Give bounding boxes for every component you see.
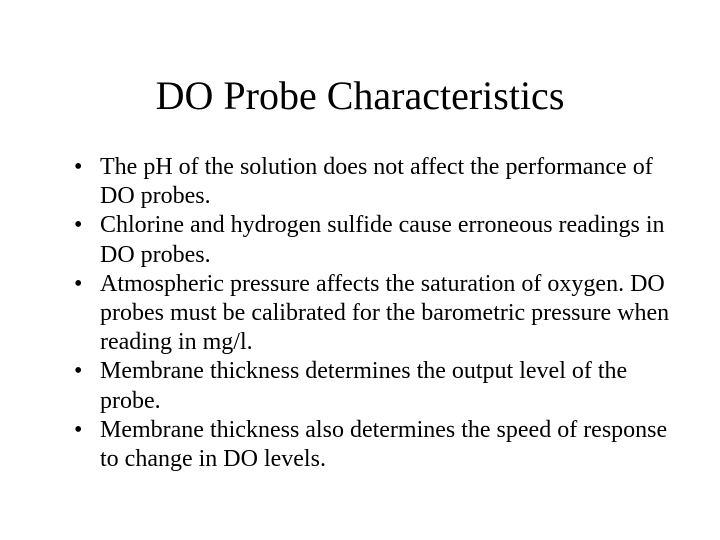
bullet-icon: • [74, 154, 83, 180]
bullet-text: Membrane thickness determines the output level of the probe. [100, 358, 628, 414]
bullet-item [72, 416, 682, 474]
bullet-text: The pH of the solution does not affect the performance of DO probes. [100, 154, 653, 210]
slide-title [0, 70, 720, 122]
bullet-text: Chlorine and hydrogen sulfide cause erroneous readings in DO probes. [100, 212, 665, 268]
bullet-item [72, 153, 682, 211]
bullet-list [72, 153, 682, 474]
bullet-item [72, 211, 682, 269]
bullet-icon: • [74, 358, 83, 385]
bullet-text: Atmospheric pressure affects the saturation of oxygen. DO probes must be calibrated for the barometric pressure when reading in mg/l. [100, 270, 670, 356]
bullet-item [72, 357, 682, 415]
slide-title-text: DO Probe Characteristics [155, 73, 565, 118]
bullet-icon: • [74, 212, 83, 239]
bullet-icon: • [74, 416, 83, 443]
bullet-text: Membrane thickness also determines the speed of response to change in DO levels. [100, 416, 668, 473]
bullet-item [72, 270, 682, 358]
bullet-icon: • [74, 270, 83, 297]
